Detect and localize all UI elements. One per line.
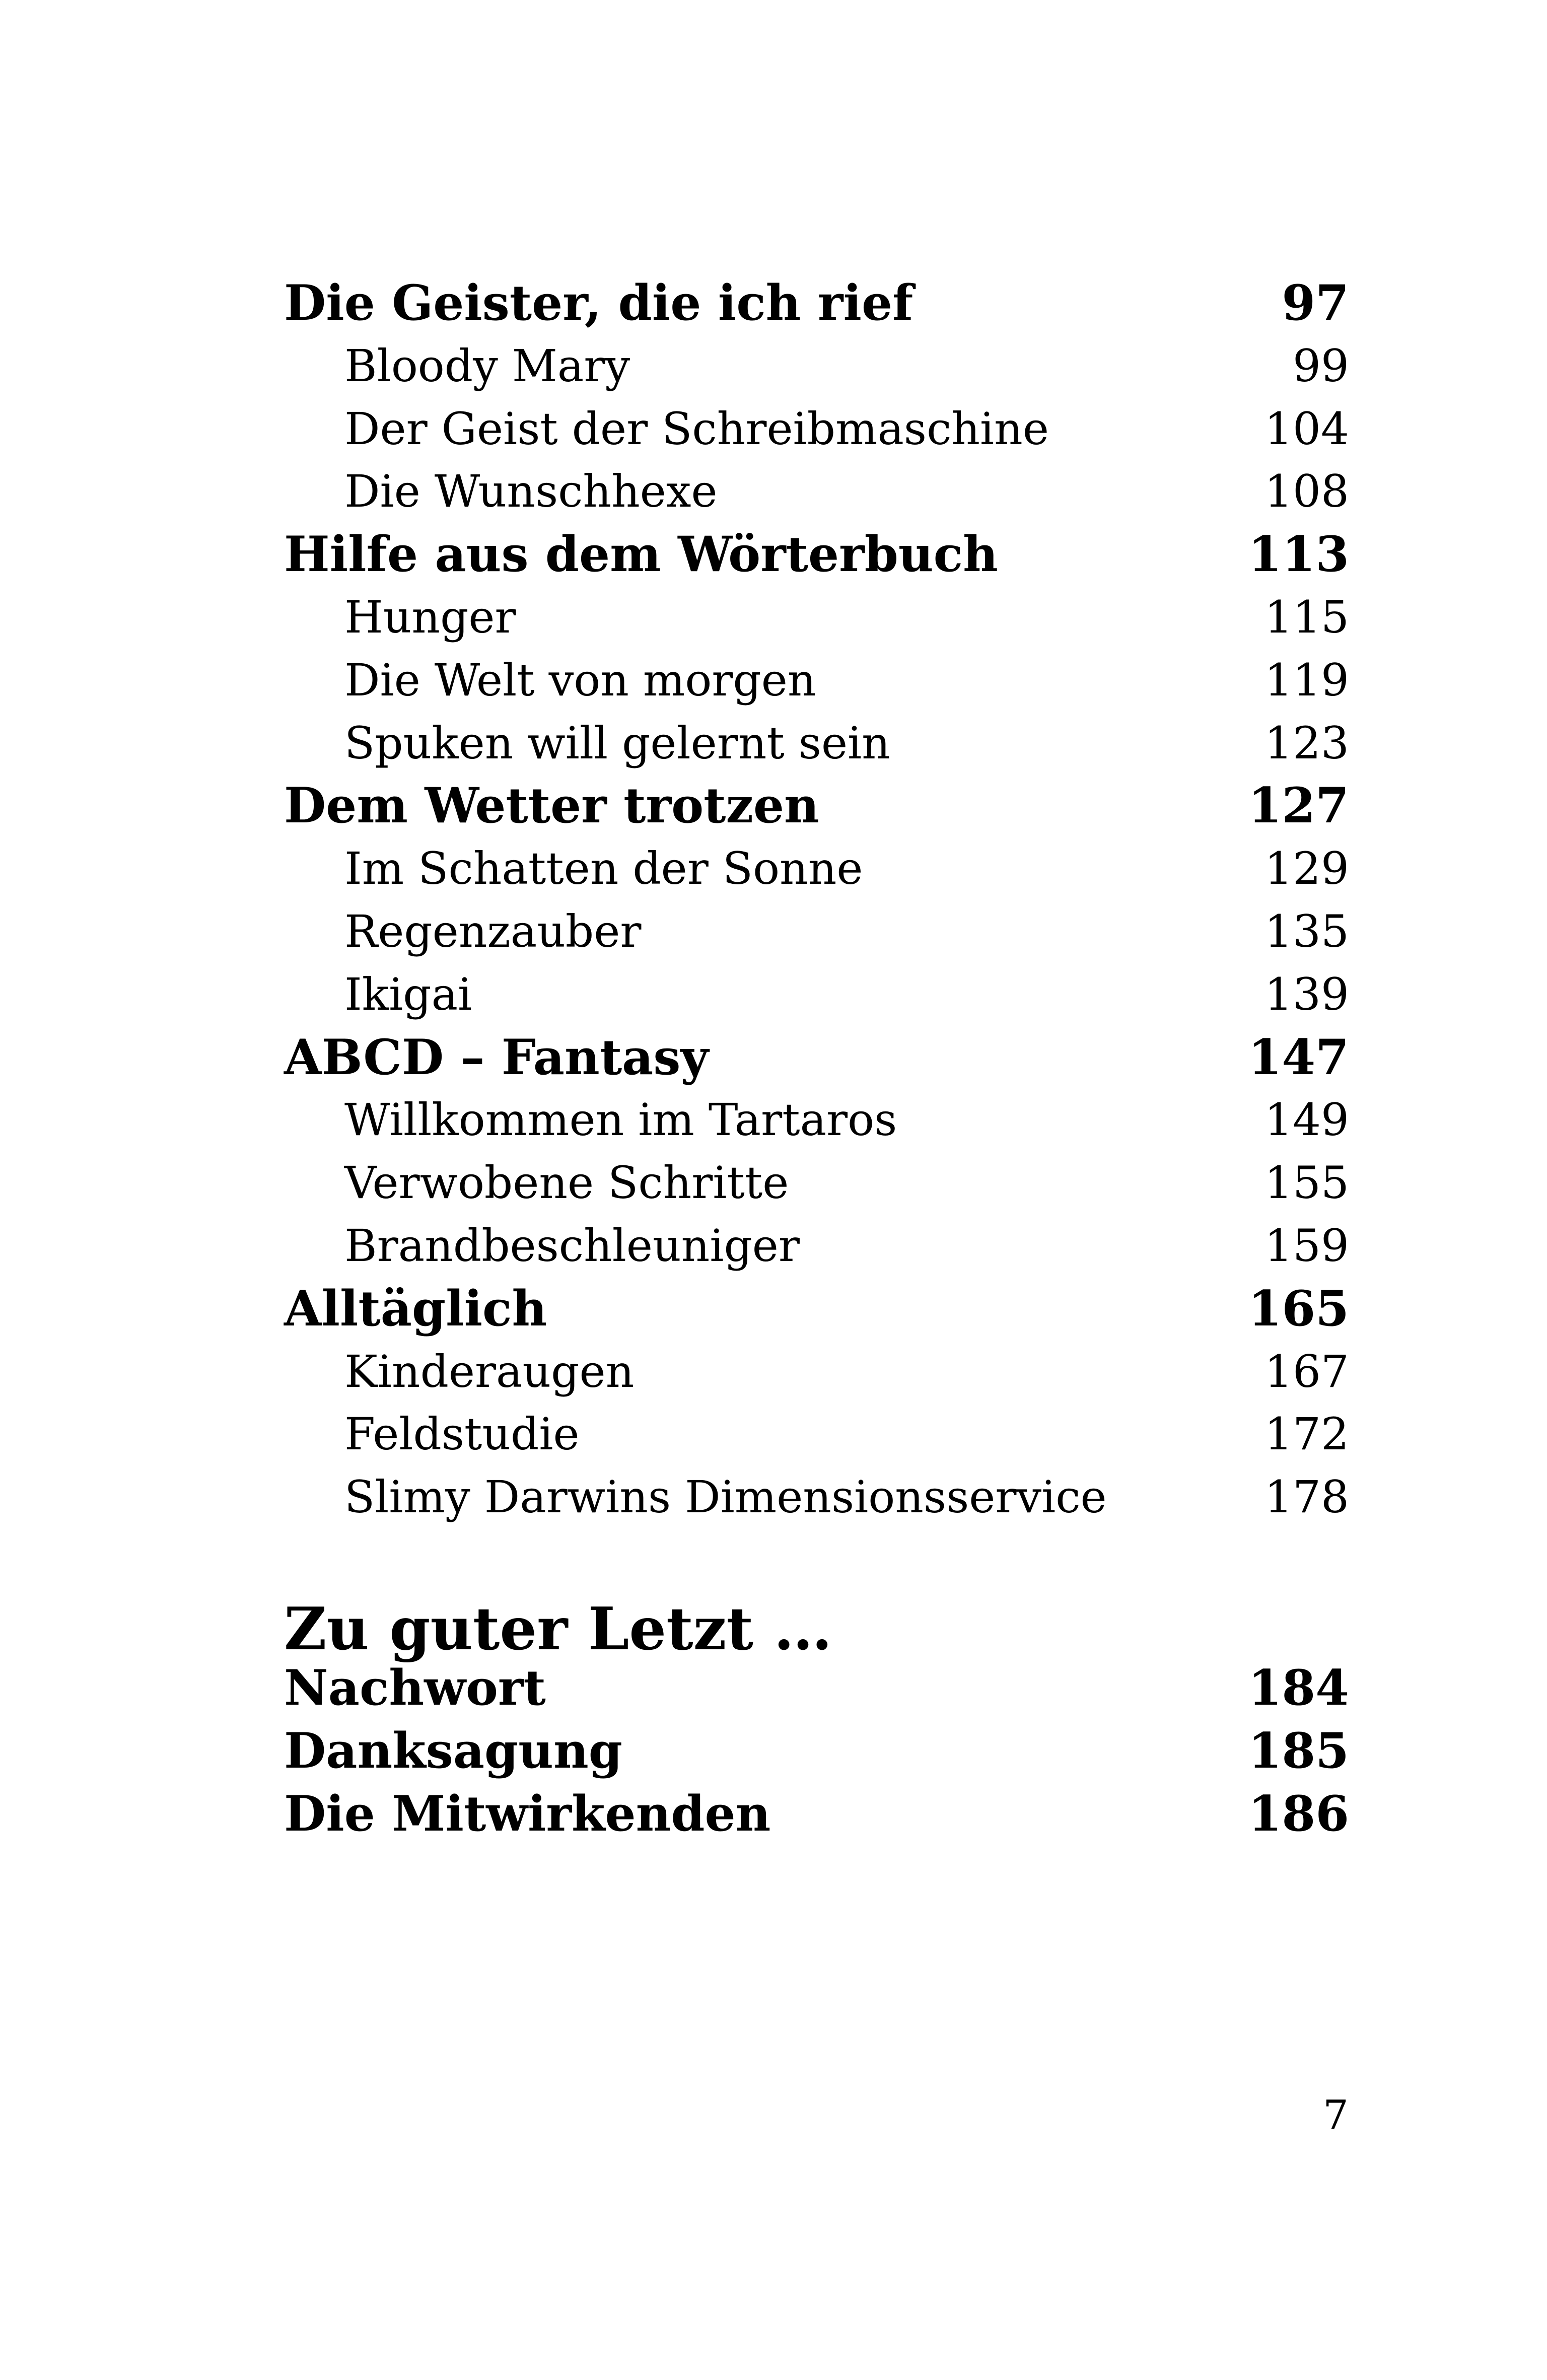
toc-story-entry	[284, 837, 1349, 900]
toc-entry-title: Die Mitwirkenden	[284, 1785, 771, 1842]
toc-story-entry	[284, 649, 1349, 712]
toc-entry-title: Der Geist der Schreibmaschine	[344, 402, 1049, 455]
toc-entry-page: 149	[1264, 1094, 1349, 1146]
table-of-contents	[284, 272, 1349, 1529]
toc-chapter-entry	[284, 775, 1349, 837]
toc-entry-page: 129	[1264, 843, 1349, 895]
toc-entry-title: Die Welt von morgen	[344, 654, 816, 706]
toc-entry-title: Verwobene Schritte	[344, 1157, 789, 1209]
toc-entry-title: Regenzauber	[344, 905, 642, 957]
closing-section-title: Zu guter Letzt …	[284, 1595, 832, 1663]
toc-entry-title: Im Schatten der Sonne	[344, 843, 863, 895]
toc-entry-page: 119	[1264, 654, 1349, 706]
toc-entry-page: 178	[1264, 1471, 1349, 1523]
toc-story-entry	[284, 1466, 1349, 1529]
toc-story-entry	[284, 586, 1349, 649]
toc-entry-title: Slimy Darwins Dimensionsservice	[344, 1471, 1107, 1523]
toc-story-entry	[284, 1403, 1349, 1466]
toc-entry-title: Bloody Mary	[344, 339, 630, 392]
toc-entry-page: 104	[1264, 402, 1349, 455]
toc-story-entry	[284, 1341, 1349, 1404]
toc-entry-title: Dem Wetter trotzen	[284, 777, 819, 834]
toc-entry-page: 115	[1264, 591, 1349, 643]
toc-entry-page: 108	[1264, 465, 1349, 518]
toc-entry-title: Nachwort	[284, 1659, 546, 1716]
toc-chapter-entry	[284, 1657, 1349, 1720]
toc-chapter-entry	[284, 272, 1349, 335]
toc-entry-page: 172	[1264, 1408, 1349, 1460]
toc-entry-page: 186	[1248, 1785, 1349, 1842]
toc-chapter-entry	[284, 1278, 1349, 1341]
toc-entry-page: 159	[1264, 1219, 1349, 1272]
closing-section-list	[284, 1657, 1349, 1845]
toc-entry-page: 185	[1248, 1722, 1349, 1779]
toc-entry-title: Willkommen im Tartaros	[344, 1094, 897, 1146]
toc-story-entry	[284, 1215, 1349, 1278]
toc-entry-title: Hilfe aus dem Wörterbuch	[284, 526, 998, 583]
toc-story-entry	[284, 963, 1349, 1026]
toc-entry-page: 127	[1248, 777, 1349, 834]
toc-chapter-entry	[284, 1720, 1349, 1783]
toc-entry-title: Ikigai	[344, 968, 472, 1020]
page-number: 7	[1323, 2091, 1349, 2138]
toc-entry-page: 139	[1264, 968, 1349, 1020]
toc-entry-title: Die Geister, die ich rief	[284, 274, 913, 331]
toc-entry-page: 167	[1264, 1345, 1349, 1397]
toc-entry-title: Feldstudie	[344, 1408, 580, 1460]
toc-entry-title: Die Wunschhexe	[344, 465, 718, 518]
toc-story-entry	[284, 900, 1349, 963]
toc-story-entry	[284, 335, 1349, 398]
toc-story-entry	[284, 712, 1349, 775]
toc-entry-title: Kinderaugen	[344, 1345, 635, 1397]
toc-story-entry	[284, 1152, 1349, 1215]
toc-chapter-entry	[284, 1026, 1349, 1089]
toc-entry-page: 147	[1248, 1028, 1349, 1086]
toc-chapter-entry	[284, 523, 1349, 586]
toc-story-entry	[284, 1089, 1349, 1152]
toc-entry-page: 99	[1293, 339, 1349, 392]
toc-entry-page: 155	[1264, 1157, 1349, 1209]
toc-entry-page: 123	[1264, 717, 1349, 769]
toc-story-entry	[284, 398, 1349, 461]
toc-chapter-entry	[284, 1783, 1349, 1846]
toc-entry-title: Danksagung	[284, 1722, 622, 1779]
toc-entry-title: Brandbeschleuniger	[344, 1219, 800, 1272]
toc-entry-page: 184	[1248, 1659, 1349, 1716]
toc-entry-title: Alltäglich	[284, 1280, 547, 1337]
toc-entry-page: 113	[1248, 526, 1349, 583]
toc-entry-title: ABCD – Fantasy	[284, 1028, 709, 1086]
toc-entry-title: Spuken will gelernt sein	[344, 717, 890, 769]
toc-entry-page: 135	[1264, 905, 1349, 957]
toc-story-entry	[284, 460, 1349, 523]
toc-entry-page: 165	[1248, 1280, 1349, 1337]
toc-entry-page: 97	[1282, 274, 1349, 331]
toc-entry-title: Hunger	[344, 591, 516, 643]
